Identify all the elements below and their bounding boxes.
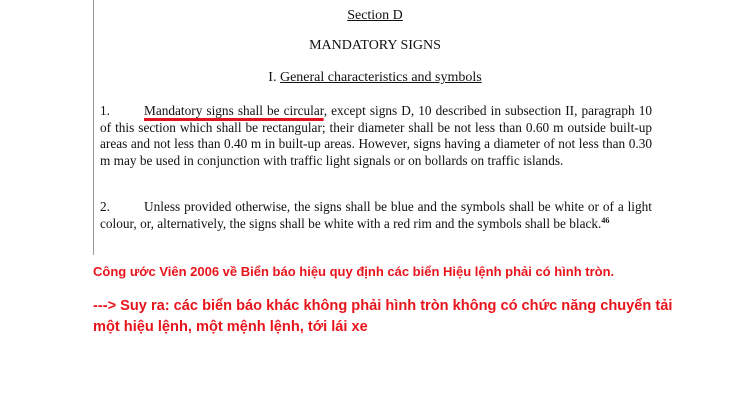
annotation-note-2: ---> Suy ra: các biển báo khác không phải hình tròn không có chức năng chuyển tải một hiệu lệnh, một mệnh lệnh, tới lái xe — [93, 298, 673, 335]
paragraph-2 — [100, 199, 652, 232]
paragraph-number: 1. — [100, 103, 110, 118]
subheading-number: I. — [268, 70, 277, 85]
paragraph-number: 2. — [100, 199, 110, 214]
page-title: MANDATORY SIGNS — [309, 38, 441, 53]
footnote-marker: 46 — [601, 215, 610, 225]
paragraph-text: , except signs D, 10 described in subsection II, paragraph 10 of this section which shall be rectangular; their diameter shall be not less than 0.60 m outside built-up areas and not less than 0.40 m in built-up areas. However, signs having a diameter of not less than 0.30 m may be used in conjunction with traffic light signals or on bollards on traffic islands. — [100, 103, 652, 168]
annotation-note-1: Công ước Viên 2006 về Biển báo hiệu quy định các biển Hiệu lệnh phải có hình tròn. — [93, 264, 615, 279]
highlighted-phrase: Mandatory signs shall be circular — [144, 103, 324, 118]
subheading-text: General characteristics and symbols — [279, 70, 482, 85]
paragraph-text: Unless provided otherwise, the signs shall be blue and the symbols shall be white or of a light colour, or, alternatively, the signs shall be white with a red rim and the symbols shall be black. — [100, 199, 652, 231]
section-label: Section D — [347, 8, 403, 23]
paragraph-1 — [100, 103, 652, 169]
subheading — [0, 70, 750, 86]
